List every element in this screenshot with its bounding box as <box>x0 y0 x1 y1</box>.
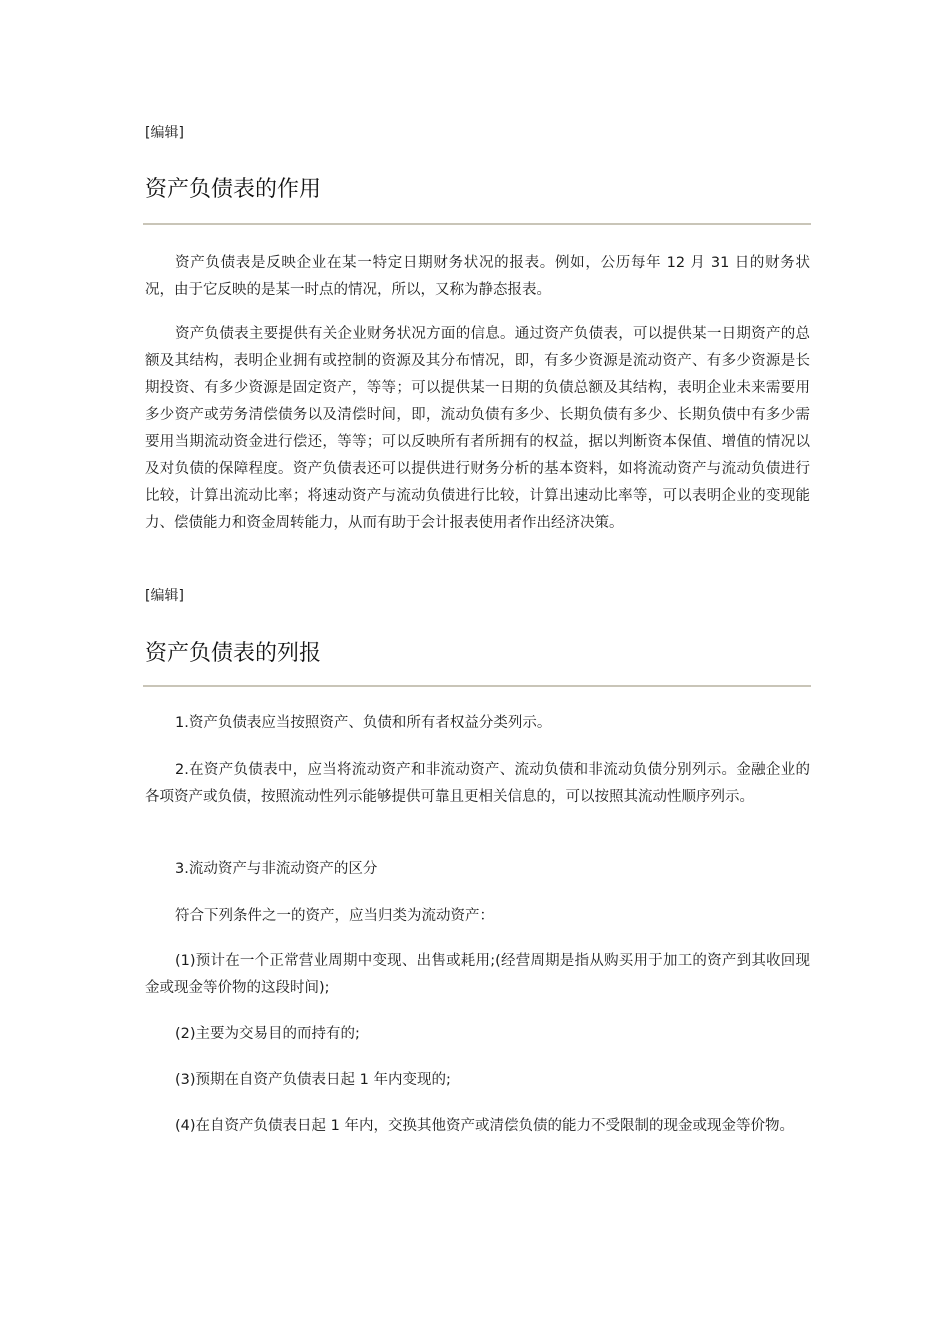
paragraph: 符合下列条件之一的资产，应当归类为流动资产： <box>175 908 494 924</box>
paragraph: 1.资产负债表应当按照资产、负债和所有者权益分类列示。 <box>175 715 552 731</box>
paragraph: 资产负债表是反映企业在某一特定日期财务状况的报表。例如，公历每年 12 月 31 日的财务状况，由于它反映的是某一时点的情况，所以，又称为静态报表。 <box>145 255 810 298</box>
edit-link[interactable]: [编辑] <box>145 125 184 141</box>
paragraph: 3.流动资产与非流动资产的区分 <box>175 861 378 877</box>
paragraph: (3)预期在自资产负债表日起 1 年内变现的; <box>175 1072 451 1088</box>
paragraph: 资产负债表主要提供有关企业财务状况方面的信息。通过资产负债表，可以提供某一日期资产的总额及其结构，表明企业拥有或控制的资源及其分布情况，即，有多少资源是流动资产、有多少资源是长期投资、有多少资源是固定资产，等等；可以提供某一日期的负债总额及其结构，表明企业未来需要用多少资产或劳务清偿债务以及清偿时间，即，流动负债有多少、长期负债有多少、长期负债中有多少需要用当期流动资金进行偿还，等等；可以反映所有者所拥有的权益，据以判断资本保值、增值的情况以及对负债的保障程度。资产负债表还可以提供进行财务分析的基本资料，如将流动资产与流动负债进行比较，计算出流动比率；将速动资产与流动负债进行比较，计算出速动比率等，可以表明企业的变现能力、偿债能力和资金周转能力，从而有助于会计报表使用者作出经济决策。 <box>145 326 810 531</box>
paragraph: 2.在资产负债表中，应当将流动资产和非流动资产、流动负债和非流动负债分别列示。金融企业的各项资产或负债，按照流动性列示能够提供可靠且更相关信息的，可以按照其流动性顺序列示。 <box>145 762 810 805</box>
paragraph: (1)预计在一个正常营业周期中变现、出售或耗用;(经营周期是指从购买用于加工的资产到其收回现金或现金等价物的这段时间); <box>145 953 810 996</box>
section-divider <box>143 685 811 687</box>
section-title: 资产负债表的列报 <box>145 641 322 666</box>
paragraph: (4)在自资产负债表日起 1 年内，交换其他资产或清偿负债的能力不受限制的现金或现金等价物。 <box>175 1118 794 1134</box>
edit-link[interactable]: [编辑] <box>145 588 184 604</box>
section-divider <box>143 223 811 225</box>
paragraph: (2)主要为交易目的而持有的; <box>175 1026 360 1042</box>
section-title: 资产负债表的作用 <box>145 177 322 202</box>
